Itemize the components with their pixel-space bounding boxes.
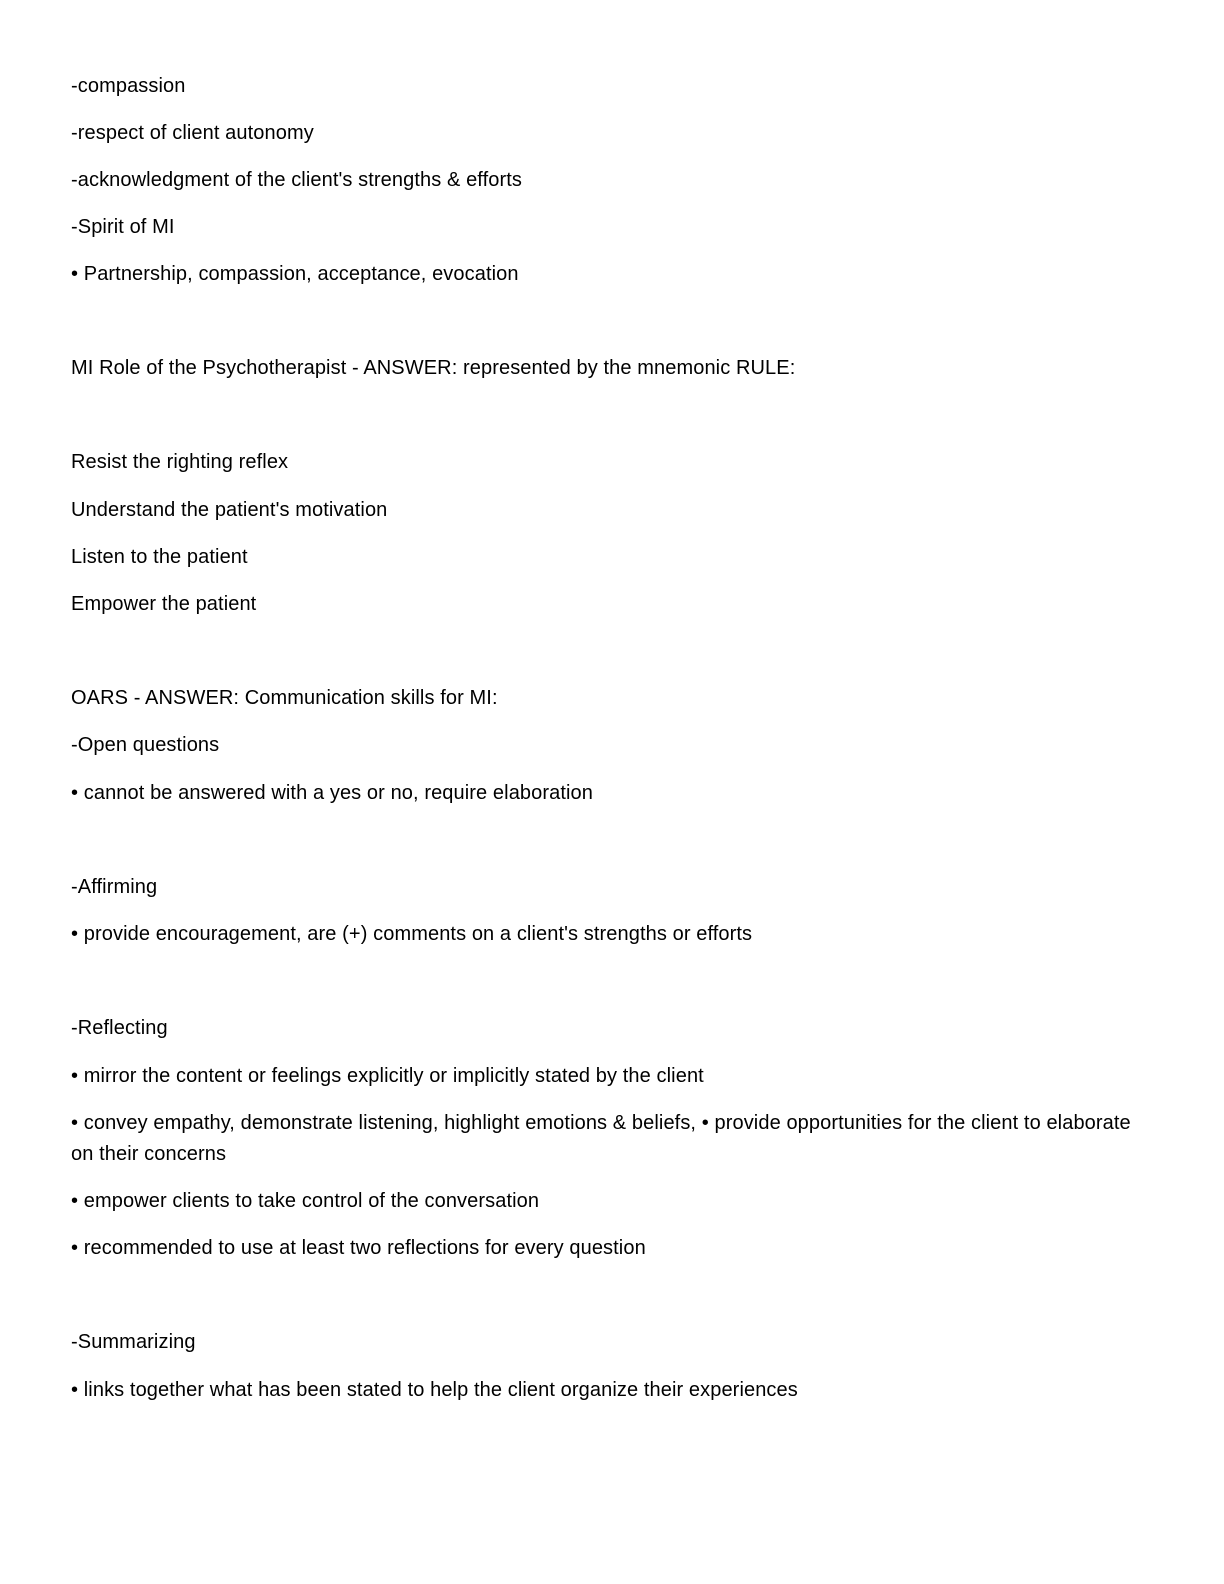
text-line: • Partnership, compassion, acceptance, evocation	[71, 263, 519, 285]
text-line: Resist the righting reflex	[71, 451, 289, 473]
text-line: Understand the patient's motivation	[71, 499, 388, 521]
text-line: -respect of client autonomy	[71, 122, 314, 144]
text-line: -compassion	[71, 75, 186, 97]
section-heading: OARS - ANSWER: Communication skills for MI:	[71, 687, 498, 709]
text-line: Empower the patient	[71, 593, 257, 615]
text-line: -acknowledgment of the client's strengths & efforts	[71, 169, 522, 191]
text-line: • links together what has been stated to help the client organize their experiences	[71, 1379, 798, 1401]
text-line: -Reflecting	[71, 1017, 168, 1039]
section-heading: MI Role of the Psychotherapist - ANSWER: represented by the mnemonic RULE:	[71, 357, 796, 379]
text-line: • recommended to use at least two reflections for every question	[71, 1237, 646, 1259]
text-line: -Affirming	[71, 876, 158, 898]
text-line: • cannot be answered with a yes or no, require elaboration	[71, 782, 594, 804]
text-line: Listen to the patient	[71, 546, 248, 568]
text-line: • convey empathy, demonstrate listening, highlight emotions & beliefs, • provide opportunities for the client to elaborate on their concerns	[71, 1112, 1131, 1165]
text-line: • empower clients to take control of the conversation	[71, 1190, 540, 1212]
text-line: • mirror the content or feelings explicitly or implicitly stated by the client	[71, 1065, 704, 1087]
text-line: • provide encouragement, are (+) comments on a client's strengths or efforts	[71, 923, 753, 945]
text-line: -Spirit of MI	[71, 216, 175, 238]
text-line: -Summarizing	[71, 1331, 196, 1353]
text-line: -Open questions	[71, 734, 220, 756]
